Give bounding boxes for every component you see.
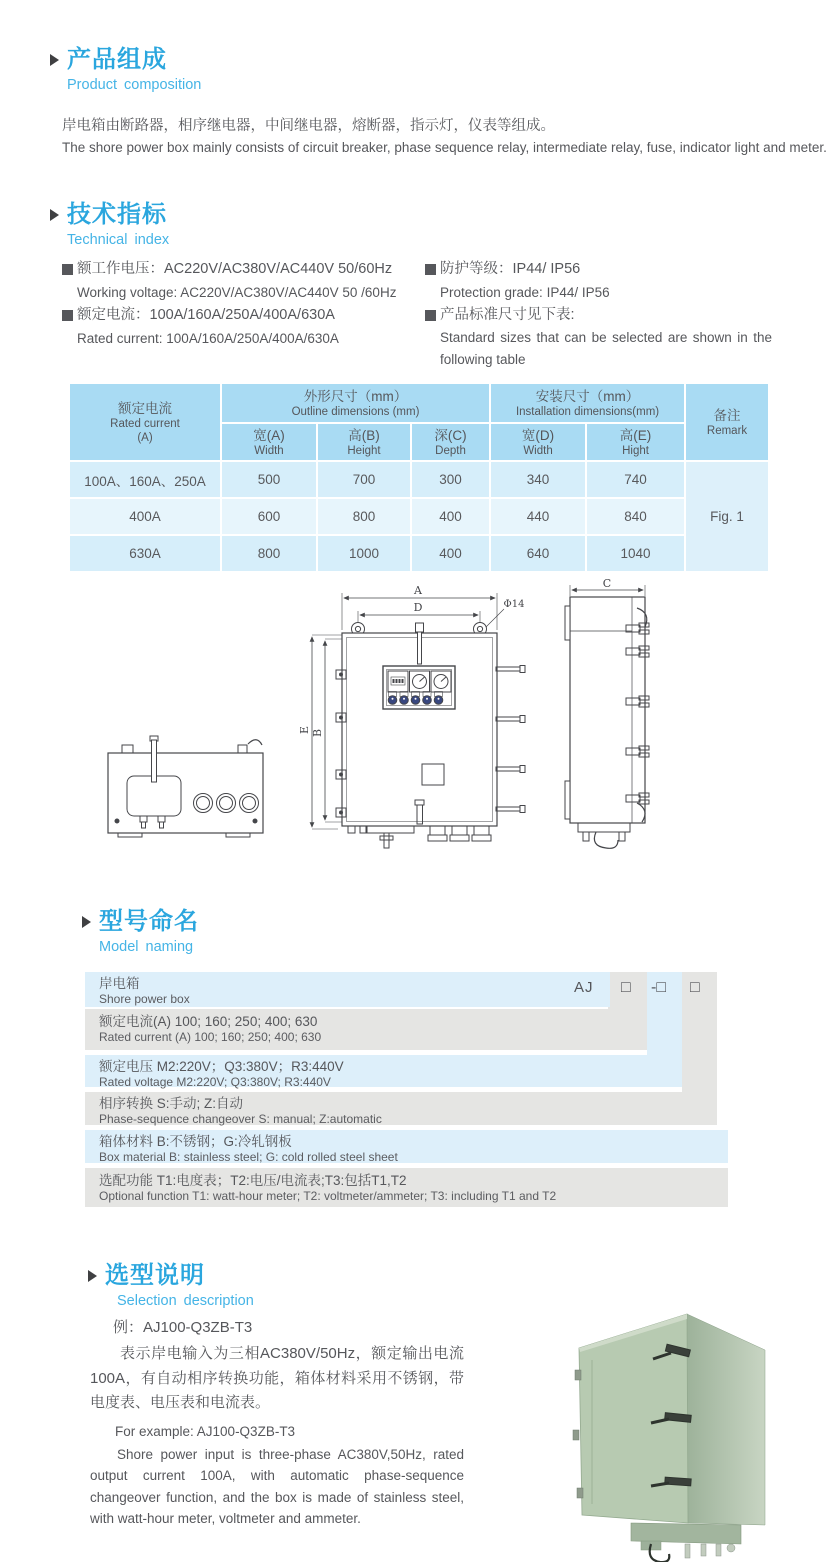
model-naming-diagram (85, 968, 747, 1210)
model-code-prefix: AJ (574, 979, 594, 996)
section-title-zh: 型号命名 (99, 908, 199, 935)
naming-row-rated-current: 额定电流(A) 100; 160; 250; 400; 630 Rated current (A) 100; 160; 250; 400; 630 (85, 1009, 647, 1050)
col-header-installation-dimensions: 安装尺寸（mm） Installation dimensions(mm) (491, 384, 684, 422)
dim-label-B: B (311, 728, 324, 738)
selection-text-block (90, 1316, 464, 1530)
box-side-face (687, 1314, 765, 1525)
bottom-view (108, 736, 263, 837)
section-selection-description-header (88, 1262, 254, 1310)
section-arrow-icon (50, 209, 59, 221)
dim-label-D: D (413, 601, 423, 614)
section-title-en: Selection description (117, 1293, 254, 1309)
spec-list (62, 258, 772, 371)
spec-zh-text: 额工作电压：AC220V/AC380V/AC440V 50/60Hz (77, 261, 393, 277)
spec-item (425, 258, 772, 281)
size-table (68, 382, 770, 573)
section-arrow-icon (88, 1270, 97, 1282)
section-title-zh: 选型说明 (105, 1262, 205, 1289)
col-header-depth-c: 深(C) Depth (412, 424, 489, 460)
model-code-box-3: □ (690, 979, 700, 996)
spec-zh-text: 产品标准尺寸见下表: (440, 307, 575, 323)
spec-zh-text: 额定电流：100A/160A/250A/400A/630A (77, 307, 335, 323)
bullet-square-icon (62, 264, 73, 275)
dim-label-hole: Φ14 (503, 599, 525, 610)
col-header-width-d: 宽(D) Width (491, 424, 585, 460)
section-title-zh: 产品组成 (67, 46, 167, 73)
col-header-height-b: 高(B) Height (318, 424, 410, 460)
section-title-en: Product composition (67, 77, 202, 93)
naming-row-phase-sequence: 相序转换 S:手动; Z:自动 Phase-sequence changeover S: manual; Z:automatic (85, 1092, 717, 1125)
section-title-en: Model naming (99, 939, 194, 955)
dim-label-A: A (414, 584, 422, 597)
spec-item (62, 258, 425, 281)
side-view (565, 585, 649, 848)
composition-body-en: The shore power box mainly consists of circuit breaker, phase sequence relay, intermediate relay, fuse, indicator light and meter. (62, 139, 827, 155)
selection-example-zh: 例：AJ100-Q3ZB-T3 (113, 1319, 253, 1336)
bullet-square-icon (425, 264, 436, 275)
spec-item (425, 304, 772, 327)
spec-zh-text: 防护等级：IP44/ IP56 (440, 261, 581, 277)
spec-en-text: Standard sizes that can be selected are shown in the following table (440, 330, 772, 367)
composition-body-zh: 岸电箱由断路器，相序继电器，中间继电器，熔断器，指示灯，仪表等组成。 (62, 117, 555, 134)
section-title-zh: 技术指标 (67, 201, 167, 228)
section-model-naming-header (82, 908, 199, 956)
selection-body-en: Shore power input is three-phase AC380V,50Hz, rated output current 100A, with automatic phase-sequence changeover function, and the box is made of stainless steel, with watt-hour meter, voltmeter and ammeter. (90, 1446, 464, 1526)
outline-drawing (80, 578, 760, 890)
spec-en-text: Working voltage: AC220V/AC380V/AC440V 50 /60Hz (77, 285, 397, 300)
col-header-remark: 备注 Remark (686, 384, 768, 460)
col-header-rated-current: 额定电流 Rated current (A) (70, 384, 220, 460)
section-product-composition-header (50, 46, 201, 94)
section-title-en: Technical index (67, 232, 170, 248)
col-header-height-e: 高(E) Hight (587, 424, 684, 460)
selection-body-zh: 表示岸电输入为三相AC380V/50Hz，额定输出电流100A，有自动相序转换功能，箱体材料采用不锈钢，带电度表、电压表和电流表。 (90, 1345, 464, 1411)
bullet-square-icon (425, 310, 436, 321)
model-code-box-1: □ (621, 979, 631, 996)
spec-en-text: Rated current: 100A/160A/250A/400A/630A (77, 331, 339, 346)
section-technical-index-header (50, 201, 169, 249)
naming-row-shore-power-box: 岸电箱 Shore power box (85, 972, 610, 1007)
spec-item (62, 304, 425, 327)
col-header-width-a: 宽(A) Width (222, 424, 316, 460)
table-row: 630A 800 1000 400 640 1040 (70, 536, 768, 571)
table-row: 100A、160A、250A 500 700 300 340 740 Fig. 1 (70, 462, 768, 497)
model-code-box-2: -□ (651, 979, 666, 996)
dim-label-C: C (602, 578, 612, 590)
section-arrow-icon (50, 54, 59, 66)
section-arrow-icon (82, 916, 91, 928)
naming-row-optional-function: 选配功能 T1:电度表；T2:电压/电流表;T3:包括T1,T2 Optional function T1: watt-hour meter; T2: voltmeter/ammeter; T3: including T1 and T2 (85, 1168, 728, 1207)
front-view (312, 593, 525, 848)
dim-label-E: E (298, 725, 311, 735)
remark-cell: Fig. 1 (686, 462, 768, 571)
col-header-outline-dimensions: 外形尺寸（mm） Outline dimensions (mm) (222, 384, 489, 422)
bullet-square-icon (62, 310, 73, 321)
naming-row-box-material: 箱体材料 B:不锈钢；G:冷轧钢板 Box material B: stainless steel; G: cold rolled steel sheet (85, 1130, 728, 1163)
spec-en-text: Protection grade: IP44/ IP56 (440, 285, 610, 300)
naming-row-rated-voltage: 额定电压 M2:220V；Q3:380V；R3:440V Rated voltage M2:220V; Q3:380V; R3:440V (85, 1055, 682, 1087)
table-row: 400A 600 800 400 440 840 (70, 499, 768, 534)
product-photo (535, 1292, 815, 1562)
selection-example-en: For example: AJ100-Q3ZB-T3 (115, 1423, 296, 1439)
